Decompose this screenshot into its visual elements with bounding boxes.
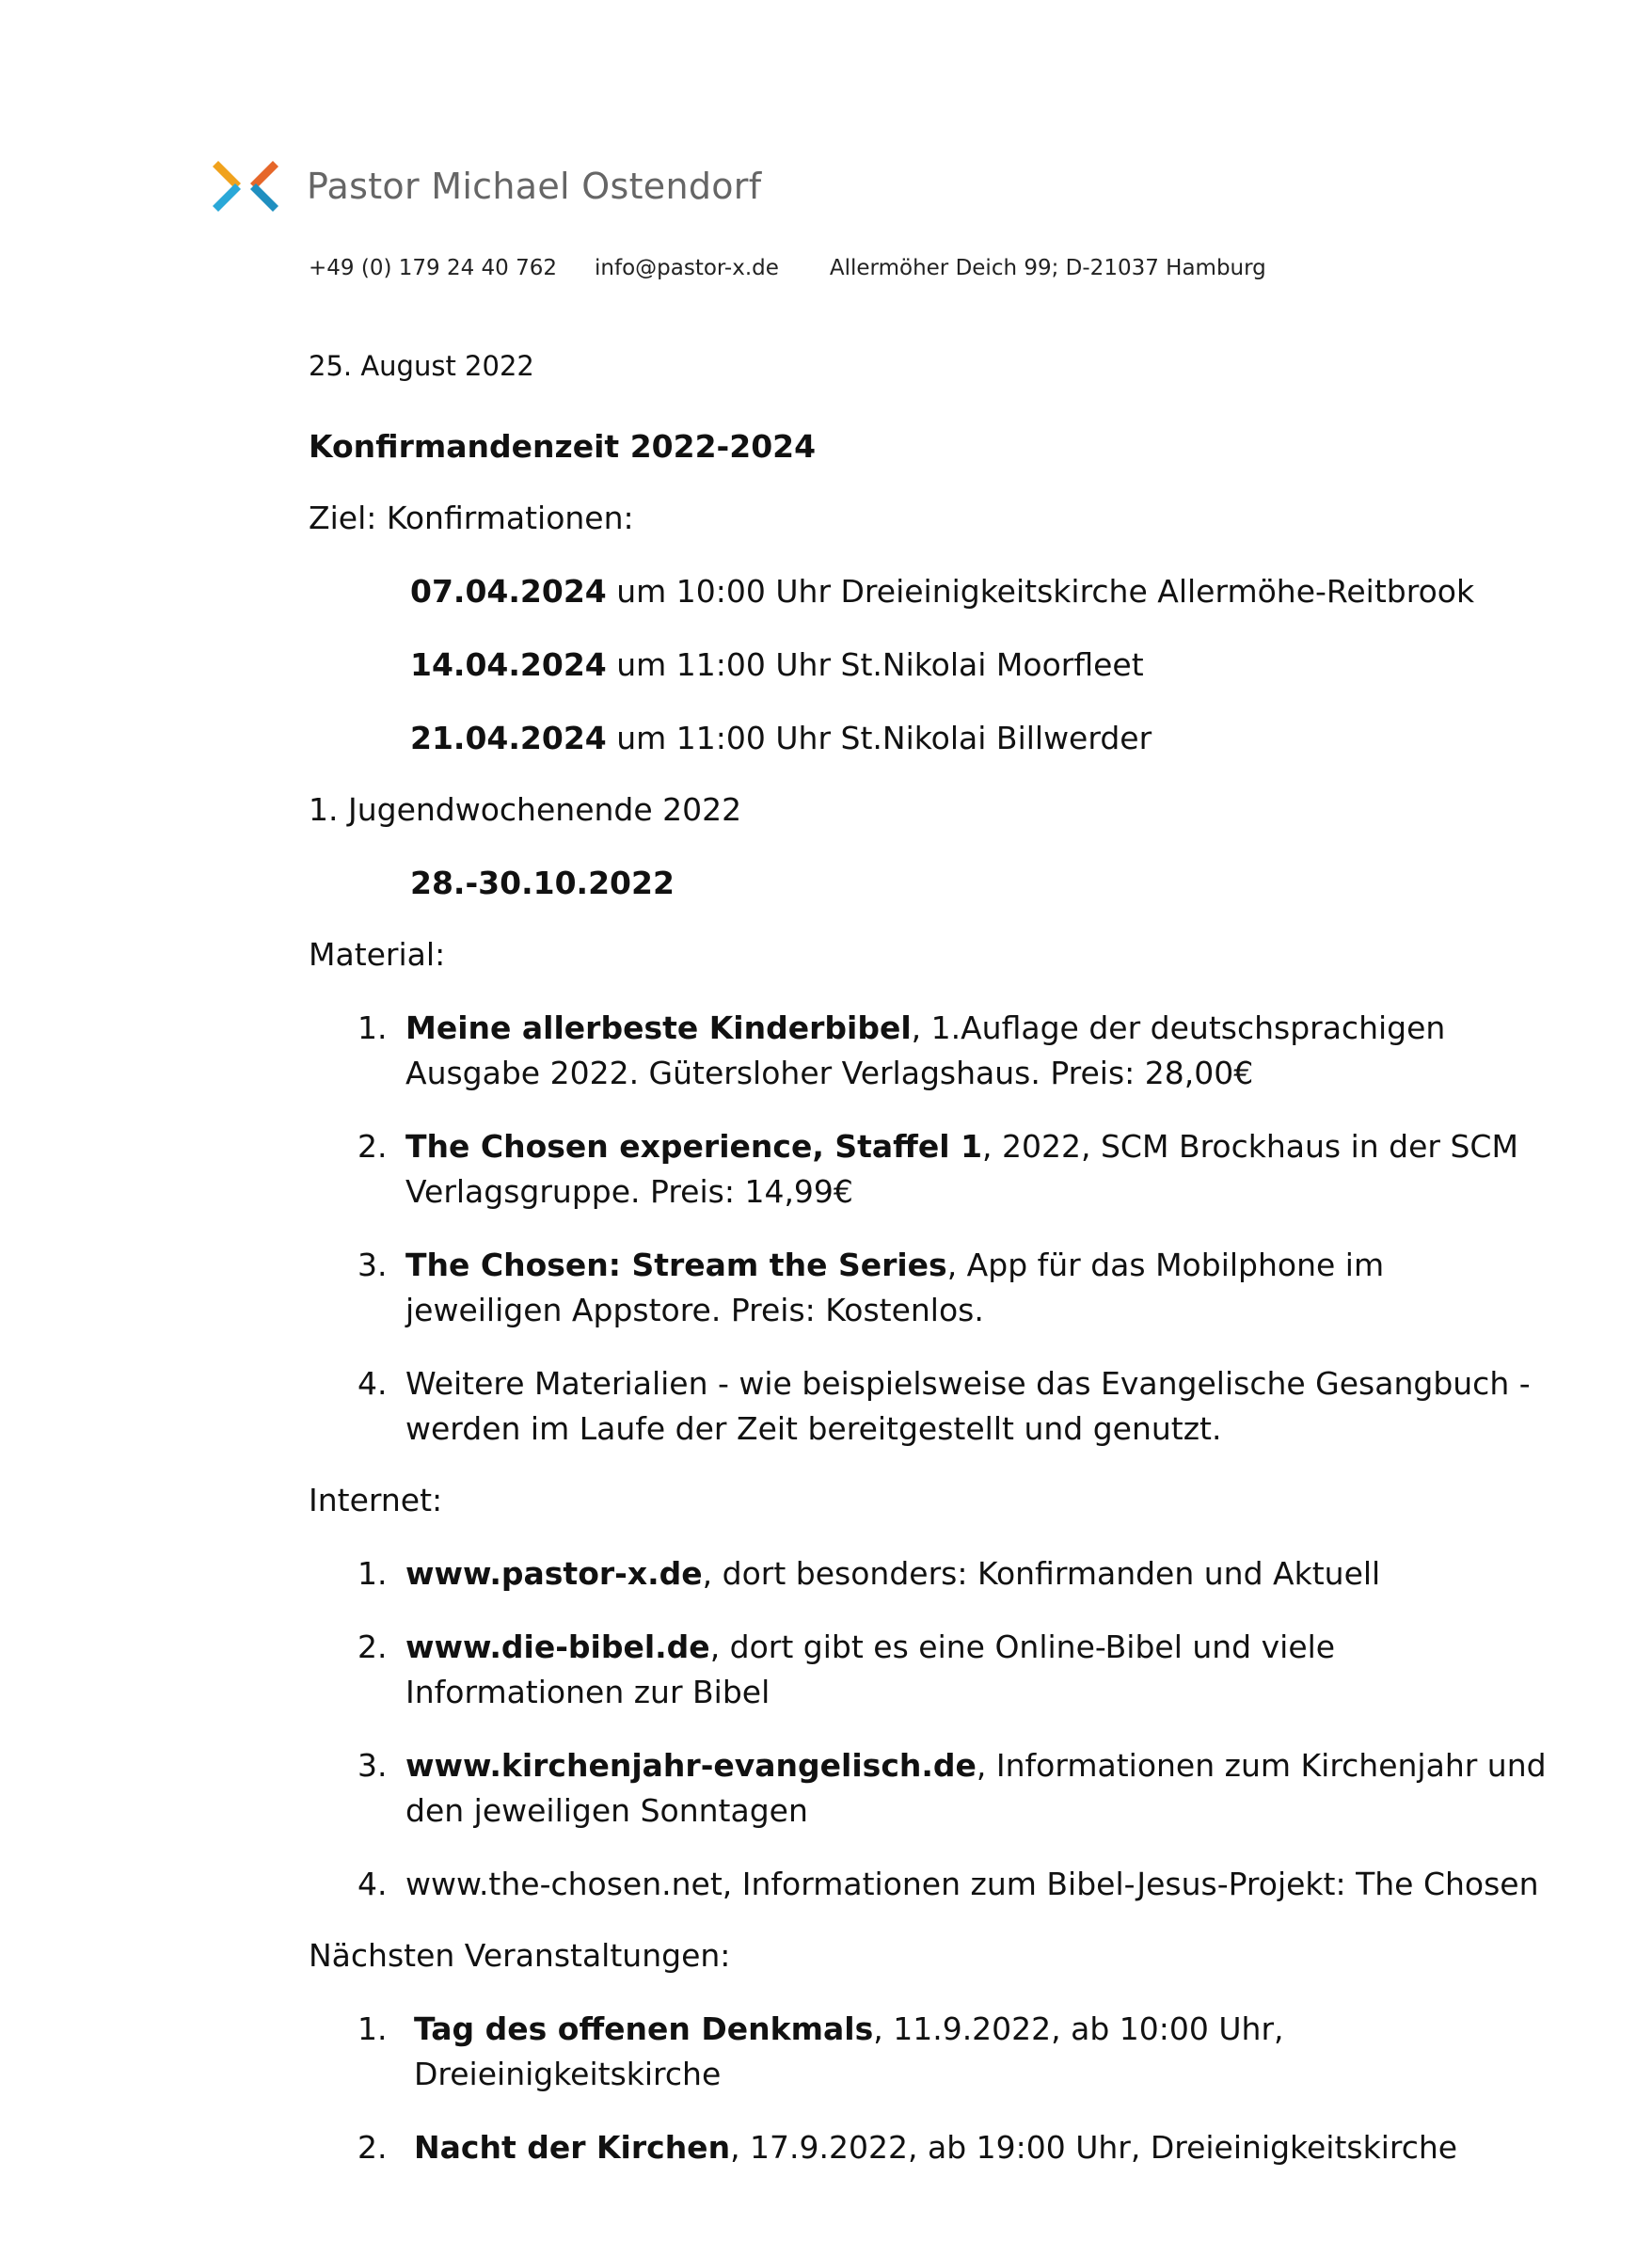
events-list xyxy=(309,2007,1550,2170)
confirmation-item: 07.04.2024 um 10:00 Uhr Dreieinigkeitskirche Allermöhe-Reitbrook xyxy=(410,573,1475,610)
material-label: Material: xyxy=(309,936,446,973)
list-item: 3. www.kirchenjahr-evangelisch.de, Informationen zum Kirchenjahr und den jeweiligen Sonntagen xyxy=(357,1747,1547,1829)
internet-list xyxy=(309,1551,1550,1907)
website-link[interactable]: www.kirchenjahr-evangelisch.de xyxy=(405,1747,977,1784)
letter-date: 25. August 2022 xyxy=(309,350,534,382)
youth-weekend-label: 1. Jugendwochenende 2022 xyxy=(309,791,742,828)
author-name: Pastor Michael Ostendorf xyxy=(307,166,762,207)
cross-logo-icon xyxy=(213,153,278,219)
document-title: Konfirmandenzeit 2022-2024 xyxy=(309,428,817,465)
confirmation-item: 14.04.2024 um 11:00 Uhr St.Nikolai Moorfleet xyxy=(410,646,1144,683)
list-item: 1. Tag des offenen Denkmals, 11.9.2022, ab 10:00 Uhr, Dreieinigkeitskirche xyxy=(357,2010,1284,2092)
contact-line xyxy=(309,256,1304,280)
list-item: 4. Weitere Materialien - wie beispielsweise das Evangelische Gesangbuch - werden im Laufe der Zeit bereitgestellt und genutzt. xyxy=(357,1365,1531,1447)
website-link[interactable]: www.pastor-x.de xyxy=(405,1555,703,1592)
list-item: 2. www.die-bibel.de, dort gibt es eine Online-Bibel und viele Informationen zur Bibel xyxy=(357,1628,1336,1710)
goal-label: Ziel: Konfirmationen: xyxy=(309,500,634,536)
letter-body xyxy=(309,343,1550,2170)
confirmation-item: 21.04.2024 um 11:00 Uhr St.Nikolai Billwerder xyxy=(410,720,1152,756)
list-item: 4. www.the-chosen.net, Informationen zum Bibel-Jesus-Projekt: The Chosen xyxy=(357,1866,1539,1902)
events-label: Nächsten Veranstaltungen: xyxy=(309,1937,731,1974)
internet-label: Internet: xyxy=(309,1482,443,1518)
letterhead xyxy=(213,151,761,222)
list-item: 2. The Chosen experience, Staffel 1, 2022, SCM Brockhaus in der SCM Verlagsgruppe. Preis: 14,99€ xyxy=(357,1128,1518,1210)
phone-number: +49 (0) 179 24 40 762 xyxy=(309,256,558,280)
list-item: 1. Meine allerbeste Kinderbibel, 1.Auflage der deutschsprachigen Ausgabe 2022. Gütersloher Verlagshaus. Preis: 28,00€ xyxy=(357,1009,1446,1091)
list-item: 3. The Chosen: Stream the Series, App für das Mobilphone im jeweiligen Appstore. Preis: Kostenlos. xyxy=(357,1247,1385,1328)
list-item: 2. Nacht der Kirchen, 17.9.2022, ab 19:00 Uhr, Dreieinigkeitskirche xyxy=(357,2129,1458,2166)
youth-weekend-date: 28.-30.10.2022 xyxy=(410,865,675,901)
list-item: 1. www.pastor-x.de, dort besonders: Konfirmanden und Aktuell xyxy=(357,1555,1381,1592)
postal-address: Allermöher Deich 99; D-21037 Hamburg xyxy=(829,256,1266,280)
website-link[interactable]: www.die-bibel.de xyxy=(405,1628,710,1665)
material-list xyxy=(309,1006,1550,1452)
confirmation-list xyxy=(309,569,1550,761)
email-address: info@pastor-x.de xyxy=(595,256,779,280)
